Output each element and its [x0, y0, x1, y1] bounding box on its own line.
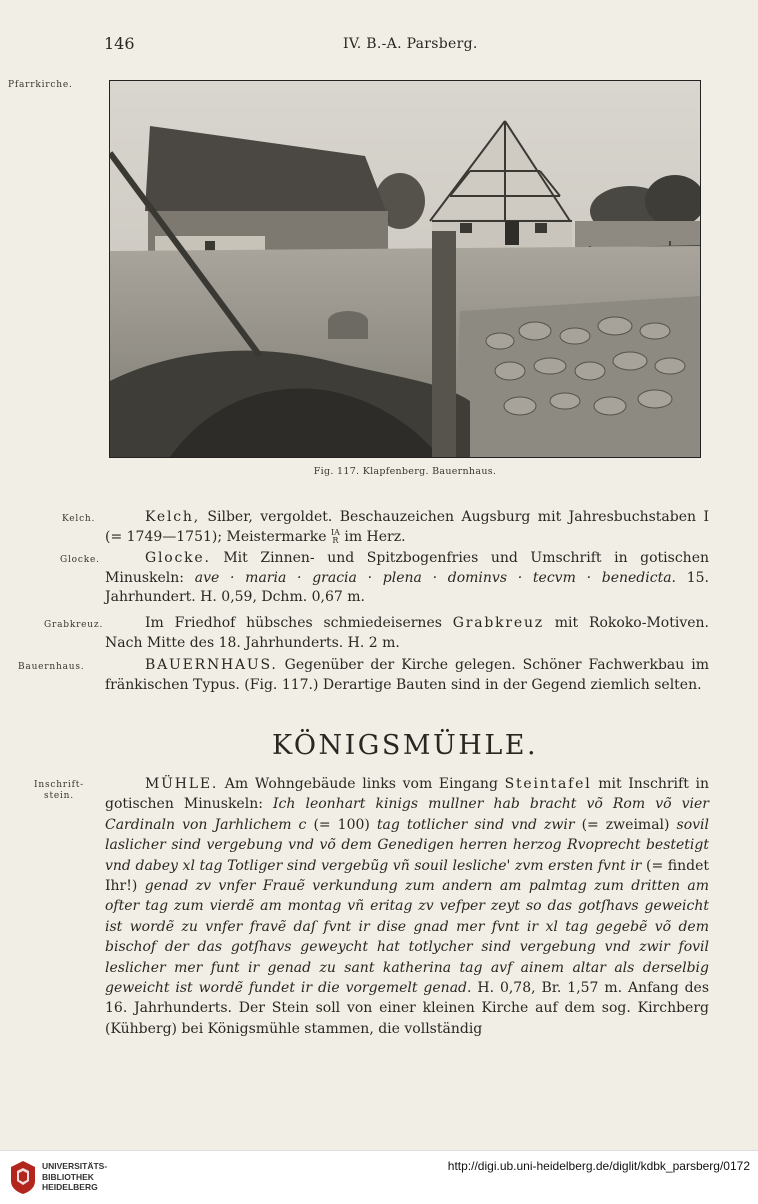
grabkreuz-lead: Grabkreuz — [452, 615, 544, 631]
margin-note-kelch: Kelch. — [62, 514, 96, 524]
kelch-text-1: Silber, vergoldet. Beschauzeichen Augsburg mit Jahresbuchstaben I (= 1749—1751); Meistermarke — [105, 509, 709, 545]
muehle-paren-3: (= findet Ihr!) — [105, 857, 709, 895]
section-title-koenigsmuehle: KÖNIGSMÜHLE. — [271, 730, 539, 761]
page-number: 146 — [104, 34, 135, 53]
margin-note-bauernhaus: Bauernhaus. — [18, 662, 85, 672]
kelch-text-2: im Herz. — [339, 528, 406, 545]
margin-note-grabkreuz: Grabkreuz. — [44, 620, 104, 630]
glocke-text-1: Mit Zinnen- und Spitzbogenfries und Umschrift in gotischen Minuskeln: — [105, 550, 709, 586]
paragraph-kelch — [105, 508, 709, 547]
bauernhaus-lead: BAUERNHAUS. — [145, 657, 278, 673]
running-head: IV. B.-A. Parsberg. — [343, 36, 478, 52]
library-name: UNIVERSITÄTS- BIBLIOTHEK HEIDELBERG — [42, 1161, 108, 1192]
glocke-text-2: 15. Jahrhundert. H. 0,59, Dchm. 0,67 m. — [105, 569, 709, 605]
muehle-paren-2: (= zweimal) — [574, 816, 677, 833]
glocke-lead: Glocke. — [145, 550, 211, 566]
bauernhaus-text-1: Gegenüber der Kirche gelegen. Schöner Fachwerkbau im fränkischen Typus. (Fig. 117.) Derartige Bauten sind in der Gegend ziemlich selten. — [105, 657, 709, 693]
paragraph-muehle — [105, 774, 709, 1039]
margin-note-glocke: Glocke. — [60, 555, 100, 565]
margin-note-pfarrkirche: Pfarrkirche. — [8, 80, 73, 90]
muehle-inscription-4: genad zv vnfer Frauẽ verkundung zum andern am palmtag zum dritten am ofter tag zum vierdẽ am montag vñ eritag zv vefper zeyt so das gotſhavs geweicht ist wordẽ zu vnfer fravẽ daſ fvnt ir dise gnad mer fvnt ir xl tag gegebẽ võ dem bischof der das gotſhavs geweycht hat totlycher sind vergebung vnd zwir fovil leslicher mer funt ir genad zu sant katherina tag avf ainem altar als derselbig geweicht ist wordẽ fundet ir die vorgemelt genad. — [105, 878, 710, 997]
permalink-url[interactable]: http://digi.ub.uni-heidelberg.de/diglit/kdbk_parsberg/0172 — [447, 1159, 750, 1173]
muehle-inscription-1: Ich leonhart kinigs mullner hab bracht võ Rom võ vier Cardinaln von Jarhlichem c — [105, 796, 709, 833]
muehle-text-1: Am Wohngebäude links vom Eingang — [218, 776, 505, 792]
figure-photo-bauernhaus — [109, 80, 701, 458]
margin-note-inschriftstein: Inschrift- stein. — [34, 780, 84, 801]
muehle-inscription-2: tag totlicher sind vnd zwir — [376, 816, 575, 833]
kelch-lead: Kelch, — [145, 509, 200, 525]
muehle-steintafel: Steintafel — [504, 776, 592, 792]
meistermarke: IA R — [330, 527, 340, 545]
paragraph-glocke — [105, 549, 709, 608]
figure-caption: Fig. 117. Klapfenberg. Bauernhaus. — [313, 466, 497, 477]
grabkreuz-text-2: mit Rokoko-Motiven. Nach Mitte des 18. Jahrhunderts. H. 2 m. — [105, 615, 709, 651]
muehle-paren-1: (= 100) — [306, 816, 377, 833]
university-library-logo-icon — [8, 1159, 38, 1195]
muehle-text-3: H. 0,78, Br. 1,57 m. Anfang des 16. Jahrhunderts. Der Stein soll von einer kleinen Kirche auf dem sog. Kirchberg (Kühberg) bei Königsmühle stammen, die vollständig — [105, 980, 709, 1037]
muehle-text-2: mit Inschrift in gotischen Minuskeln: — [105, 776, 710, 813]
photo-illustration — [110, 81, 700, 457]
footer-bar — [0, 1150, 758, 1204]
paragraph-grabkreuz — [105, 614, 709, 653]
grabkreuz-text-1: Im Friedhof hübsches schmiedeisernes — [145, 615, 453, 631]
glocke-inscription: ave · maria · gracia · plena · dominvs · tecvm · benedicta. — [194, 569, 676, 586]
paragraph-bauernhaus — [105, 656, 709, 695]
muehle-lead: MÜHLE. — [145, 776, 219, 792]
muehle-inscription-3: sovil laslicher sind vergebung vnd võ dem Genedigen herren herzog Rvoprecht bestetigt vnd dabey xl tag Totliger sind vergebũg vñ souil lesliche' zvm ersten fvnt ir — [105, 816, 710, 874]
